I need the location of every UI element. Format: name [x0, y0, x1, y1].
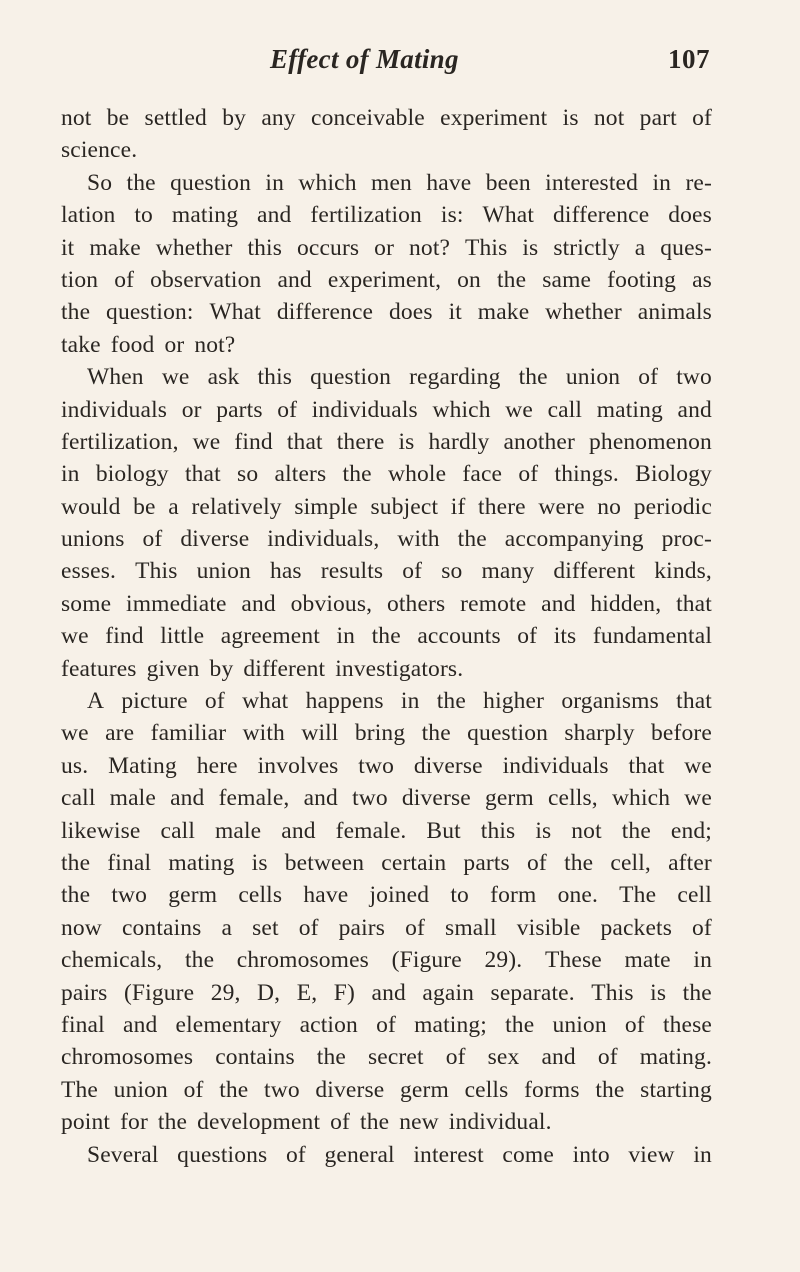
text-line: pairs (Figure 29, D, E, F) and again separate. This is the — [61, 979, 712, 1006]
text-line: Several questions of general interest come into view in — [87, 1141, 712, 1168]
text-line: tion of observation and experiment, on the same footing as — [61, 266, 712, 293]
text-line: take food or not? — [61, 331, 236, 358]
text-line: likewise call male and female. But this is not the end; — [61, 817, 712, 844]
text-line: some immediate and obvious, others remote and hidden, that — [61, 590, 712, 617]
text-line: us. Mating here involves two diverse individuals that we — [61, 752, 712, 779]
text-line: we find little agreement in the accounts of its fundamental — [61, 623, 712, 650]
text-line: final and elementary action of mating; the union of these — [61, 1011, 712, 1038]
text-line: the question: What difference does it make whether animals — [61, 299, 712, 326]
text-line: in biology that so alters the whole face of things. Biology — [61, 461, 712, 488]
page-number: 107 — [668, 44, 710, 74]
text-line: would be a relatively simple subject if there were no periodic — [61, 493, 712, 520]
text-line: fertilization, we find that there is hardly another phenomenon — [61, 428, 712, 455]
text-line: chemicals, the chromosomes (Figure 29). These mate in — [61, 947, 712, 974]
text-line: So the question in which men have been interested in re- — [87, 169, 712, 196]
text-line: the final mating is between certain parts of the cell, after — [61, 849, 712, 876]
text-line: When we ask this question regarding the union of two — [87, 364, 712, 391]
text-line: lation to mating and fertilization is: What difference does — [61, 202, 712, 229]
page-header — [0, 44, 800, 84]
text-line: A picture of what happens in the higher organisms that — [87, 688, 712, 715]
text-line: call male and female, and two diverse germ cells, which we — [61, 785, 712, 812]
text-line: unions of diverse individuals, with the accompanying proc- — [61, 526, 712, 553]
text-line: not be settled by any conceivable experiment is not part of — [61, 105, 712, 131]
text-line: features given by different investigators. — [61, 655, 464, 682]
text-line: it make whether this occurs or not? This is strictly a ques- — [61, 234, 712, 261]
text-line: individuals or parts of individuals which we call mating and — [61, 396, 712, 423]
text-line: the two germ cells have joined to form one. The cell — [61, 882, 712, 909]
text-line: The union of the two diverse germ cells forms the starting — [61, 1076, 712, 1103]
text-line: we are familiar with will bring the question sharply before — [61, 720, 712, 747]
running-title: Effect of Mating — [270, 44, 459, 74]
text-line: chromosomes contains the secret of sex and of mating. — [61, 1044, 712, 1071]
text-line: esses. This union has results of so many different kinds, — [61, 558, 712, 585]
text-line: point for the development of the new individual. — [61, 1109, 552, 1136]
text-line: now contains a set of pairs of small visible packets of — [61, 914, 712, 941]
text-line: science. — [61, 137, 138, 164]
page-body-text — [61, 102, 712, 1171]
